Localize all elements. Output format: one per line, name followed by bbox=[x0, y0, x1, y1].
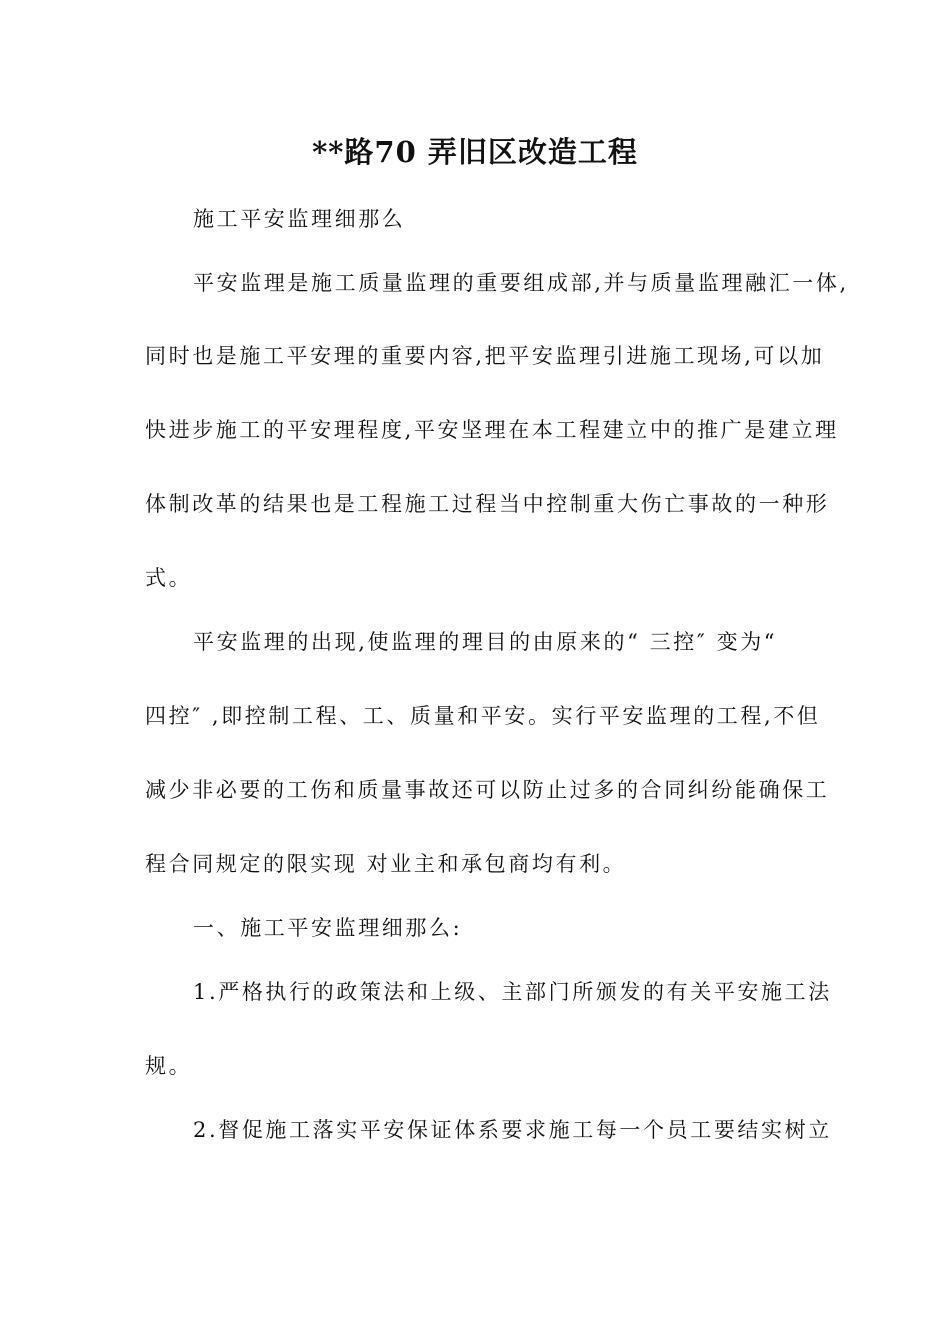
paragraph-line: 体制改革的结果也是工程施工过程当中控制重大伤亡事故的一种形 bbox=[145, 492, 830, 516]
paragraph-line: 式。 bbox=[145, 566, 193, 590]
paragraph-line: 同时也是施工平安理的重要内容,把平安监理引进施工现场,可以加 bbox=[145, 344, 825, 368]
list-item-continuation: 规。 bbox=[145, 1054, 193, 1078]
paragraph-line: 四控″ ,即控制工程、工、质量和平安。实行平安监理的工程,不但 bbox=[145, 704, 821, 728]
paragraph-line: 减少非必要的工伤和质量事故还可以防止过多的合同纠纷能确保工 bbox=[145, 778, 830, 802]
list-item: 1.严格执行的政策法和上级、主部门所颁发的有关平安施工法 bbox=[193, 980, 832, 1004]
list-item: 2.督促施工落实平安保证体系要求施工每一个员工要结实树立 bbox=[193, 1118, 832, 1142]
paragraph-line: 程合同规定的限实现 对业主和承包商均有利。 bbox=[145, 852, 627, 876]
paragraph-line: 平安监理是施工质量监理的重要组成部,并与质量监理融汇一体, bbox=[193, 271, 849, 295]
subtitle-line: 施工平安监理细那么 bbox=[193, 207, 406, 231]
paragraph-line: 快进步施工的平安理程度,平安坚理在本工程建立中的推广是建立理 bbox=[145, 418, 839, 442]
document-title: **路70 弄旧区改造工程 bbox=[312, 135, 638, 169]
section-heading: 一、施工平安监理细那么: bbox=[193, 916, 463, 940]
paragraph-line: 平安监理的出现,使监理的理目的由原来的“ 三控″ 变为“ bbox=[193, 630, 778, 654]
